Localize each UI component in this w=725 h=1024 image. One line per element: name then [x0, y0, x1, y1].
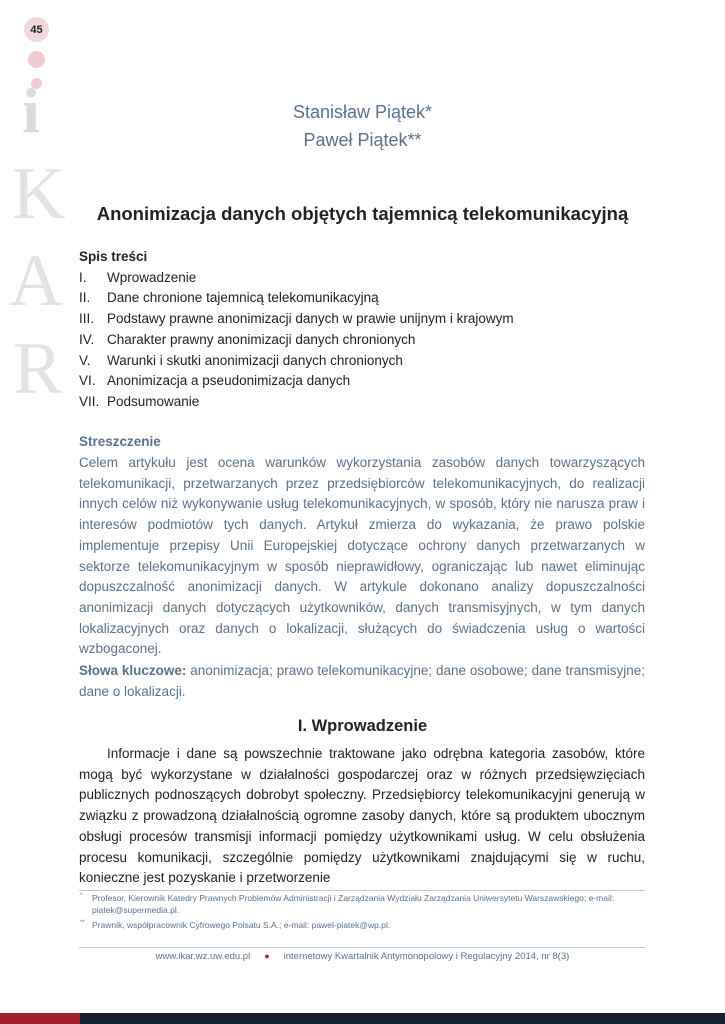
logo-letter-a: A [9, 240, 63, 322]
footnote [79, 893, 645, 916]
bullet-icon: ● [264, 951, 270, 961]
toc-item[interactable] [79, 268, 649, 289]
logo-letter-k: K [12, 153, 66, 235]
toc-label: Warunki i skutki anonimizacji danych chronionych [107, 352, 403, 368]
footnote-text: Profesor, Kierownik Katedry Prawnych Problemów Administracji i Zarządzania Wydziału Zarządzania Uniwersytetu Warszawskiego; e-mail: piatek@supermedia.pl. [92, 893, 615, 915]
toc-label: Podstawy prawne anonimizacji danych w prawie unijnym i krajowym [107, 311, 514, 327]
page-footer [0, 951, 725, 962]
footer-bar [80, 1013, 725, 1024]
toc-item[interactable] [79, 371, 649, 392]
logo-letter-i: i [22, 75, 40, 146]
abstract-heading: Streszczenie [79, 434, 161, 449]
author-name: Paweł Piątek** [303, 130, 422, 150]
toc-item[interactable] [79, 288, 649, 309]
footnote-mark: * [80, 893, 83, 899]
footnote-divider [79, 890, 645, 891]
keywords-text: anonimizacja; prawo telekomunikacyjne; dane osobowe; dane transmisyjne; dane o lokalizacji. [79, 663, 645, 699]
page-number-badge [24, 17, 49, 42]
toc-number: IV. [79, 331, 95, 347]
toc-item[interactable] [79, 392, 649, 413]
toc-label: Wprowadzenie [107, 269, 197, 285]
footnote-mark: ** [80, 920, 85, 926]
footer-journal: internetowy Kwartalnik Antymonopolowy i Regulacyjny 2014, nr 8(3) [283, 951, 570, 962]
toc-item[interactable] [79, 309, 649, 330]
toc-heading: Spis treści [79, 249, 148, 264]
toc-number: VI. [79, 373, 96, 389]
page-number: 45 [30, 23, 43, 36]
keywords-label: Słowa kluczowe: [79, 663, 187, 678]
authors [0, 98, 725, 154]
toc-label: Anonimizacja a pseudonimizacja danych [107, 373, 351, 389]
toc-label: Dane chronione tajemnicą telekomunikacyjną [107, 290, 379, 306]
body-paragraph: Informacje i dane są powszechnie traktowane jako odrębna kategoria zasobów, które mogą być wykorzystane w działalności gospodarczej oraz w różnych przedsięwzięciach publicznych podnoszących dobrobyt społeczny. Przedsiębiorcy telekomunikacyjni generują w związku z prowadzoną działalnością ogromne zasoby danych, które są produktem ubocznym obsługi procesów transmisji informacji pomiędzy użytkownikami usług. W celu obsłużenia procesu komunikacji, szczególnie pomiędzy użytkownikami znajdującymi się w ruchu, konieczne jest pozyskanie i przetworzenie [79, 746, 645, 886]
author-name: Stanisław Piątek* [292, 102, 433, 122]
toc-number: III. [79, 311, 95, 327]
logo-dot [28, 51, 45, 68]
toc-label: Charakter prawny anonimizacji danych chronionych [107, 331, 416, 347]
section-heading: I. Wprowadzenie [297, 717, 428, 735]
toc-label: Podsumowanie [107, 393, 200, 409]
footnote [79, 920, 645, 932]
toc-number: VII. [79, 393, 100, 409]
footer-divider [79, 947, 645, 948]
toc-item[interactable] [79, 330, 649, 351]
footer-url-link[interactable]: www.ikar.wz.uw.edu.pl [155, 951, 251, 962]
footer-bar-accent [0, 1013, 80, 1024]
toc-number: V. [79, 352, 91, 368]
footnotes [79, 893, 645, 936]
abstract-text: Celem artykułu jest ocena warunków wykorzystania zasobów danych towarzyszących telekomunikacji, przetwarzanych przez przedsiębiorców telekomunikacyjnych, do realizacji innych celów niż wykonywanie usług telekomunikacyjnych, w sposób, który nie narusza praw i interesów podmiotów tych danych. Artykuł zmierza do wykazania, że prawo polskie implementuje przepisy Unii Europejskiej dotyczące ochrony danych przetwarzanych w sektorze telekomunikacyjnym w sposób nieprawidłowy, ograniczając lub nawet eliminując dopuszczalność anonimizacji danych. W artykule dokonano analizy dopuszczalności anonimizacji danych dotyczących użytkowników, danych transmisyjnych, w tym danych lokalizacyjnych oraz danych o lokalizacji, służących do świadczenia usług o wartości wzbogaconej. [79, 455, 645, 657]
table-of-contents [79, 247, 649, 413]
logo-letter-r: R [13, 328, 63, 410]
toc-number: I. [79, 269, 87, 285]
toc-number: II. [79, 290, 91, 306]
toc-item[interactable] [79, 351, 649, 372]
article-title: Anonimizacja danych objętych tajemnicą telekomunikacyjną [96, 203, 629, 224]
keywords [79, 660, 645, 702]
footnote-text: Prawnik, współpracownik Cyfrowego Polsatu S.A.; e-mail: pawel-piatek@wp.pl. [92, 920, 391, 930]
